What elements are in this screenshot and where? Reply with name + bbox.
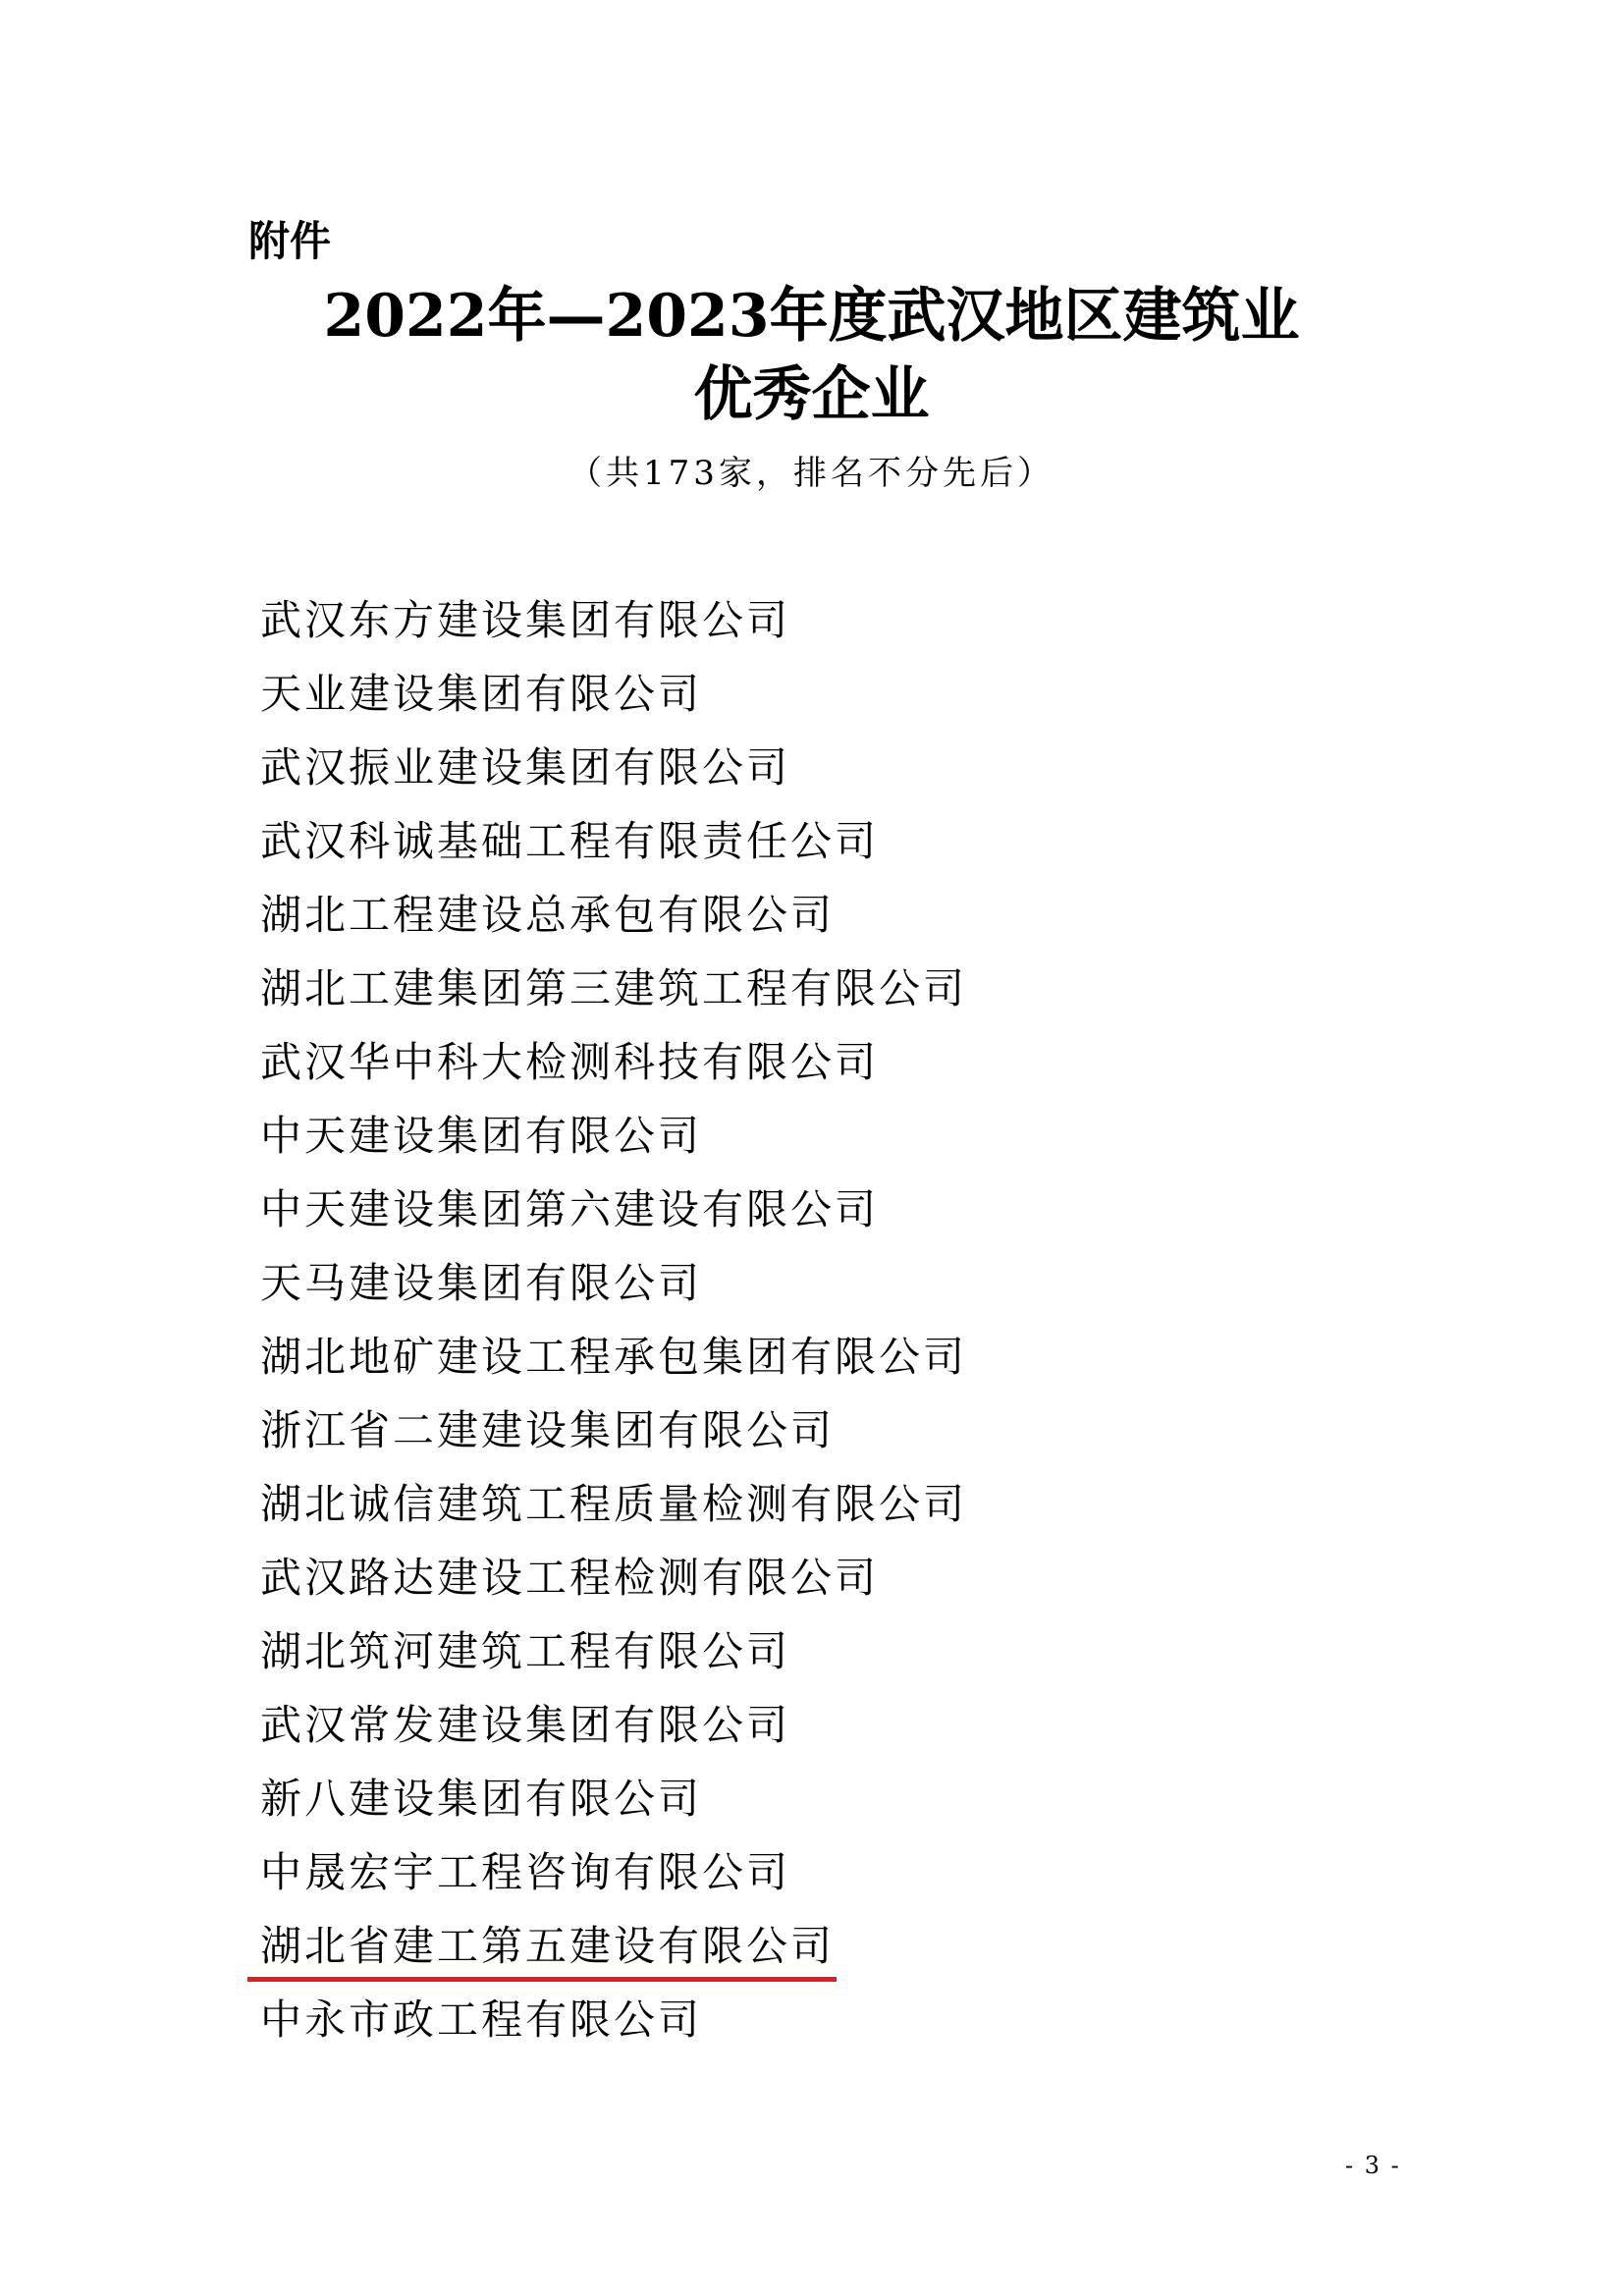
highlight-underline — [247, 1977, 837, 1982]
company-item: 湖北地矿建设工程承包集团有限公司 — [260, 1333, 968, 1381]
company-item: 新八建设集团有限公司 — [260, 1775, 703, 1823]
company-item: 湖北诚信建筑工程质量检测有限公司 — [260, 1480, 968, 1528]
company-item: 湖北工程建设总承包有限公司 — [260, 891, 836, 939]
company-item: 武汉常发建设集团有限公司 — [260, 1701, 791, 1749]
company-item: 中永市政工程有限公司 — [260, 1995, 703, 2044]
company-item: 武汉华中科大检测科技有限公司 — [260, 1038, 880, 1086]
company-item: 湖北工建集团第三建筑工程有限公司 — [260, 964, 968, 1012]
company-item: 湖北筑河建筑工程有限公司 — [260, 1627, 791, 1675]
company-item: 浙江省二建建设集团有限公司 — [260, 1406, 836, 1454]
company-item: 天马建设集团有限公司 — [260, 1259, 703, 1307]
attachment-label: 附件 — [248, 217, 332, 265]
company-item-highlighted — [260, 1909, 967, 1983]
company-item-label: 湖北省建工第五建设有限公司 — [260, 1922, 836, 1970]
page-number: - 3 - — [1345, 2152, 1401, 2179]
company-item: 武汉振业建设集团有限公司 — [260, 743, 791, 792]
company-item: 武汉东方建设集团有限公司 — [260, 596, 791, 644]
subtitle-note: （共173家，排名不分先后） — [568, 454, 1055, 493]
company-item: 中天建设集团第六建设有限公司 — [260, 1185, 880, 1233]
company-item: 武汉路达建设工程检测有限公司 — [260, 1554, 880, 1602]
company-item: 中天建设集团有限公司 — [260, 1112, 703, 1160]
page-title-line-2: 优秀企业 — [693, 360, 930, 429]
company-item: 武汉科诚基础工程有限责任公司 — [260, 817, 880, 865]
page-title-line-1: 2022年—2023年度武汉地区建筑业 — [323, 282, 1300, 351]
company-item: 天业建设集团有限公司 — [260, 670, 703, 718]
company-item: 中晟宏宇工程咨询有限公司 — [260, 1848, 791, 1896]
company-list — [260, 583, 967, 2056]
